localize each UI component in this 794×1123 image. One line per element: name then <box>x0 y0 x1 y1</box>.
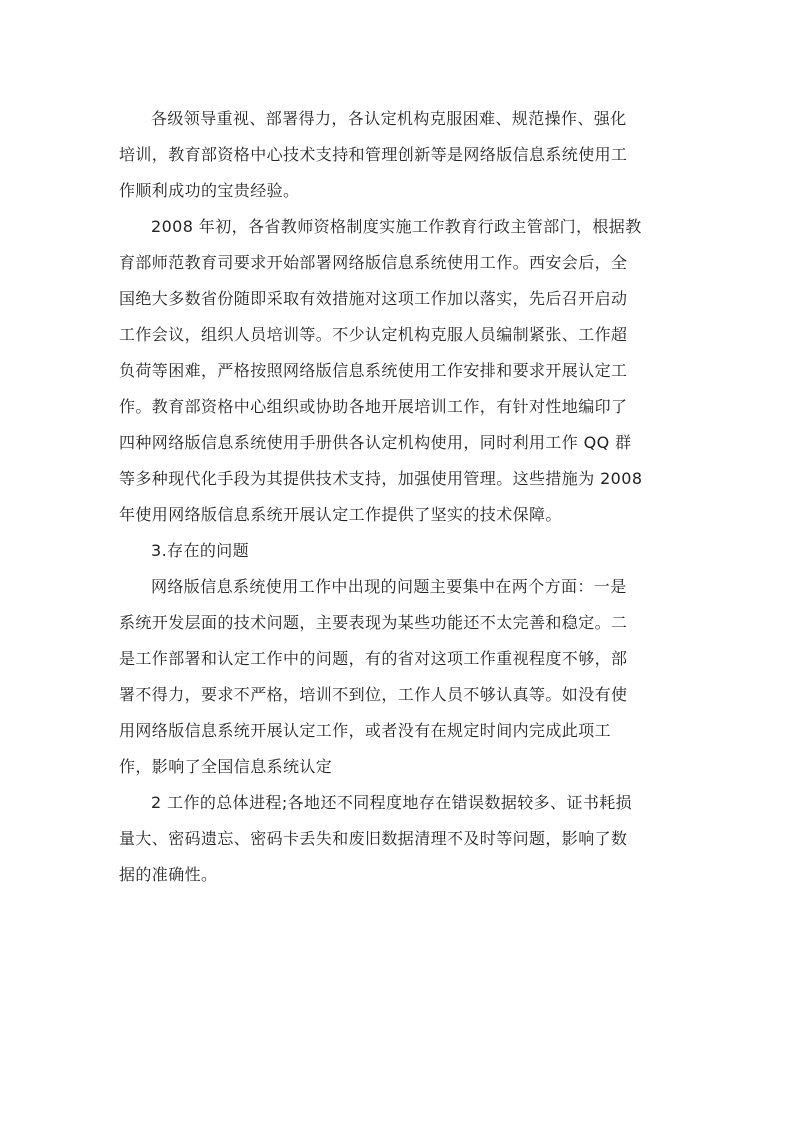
text-line: 作。教育部资格中心组织或协助各地开展培训工作，有针对性地编印了 <box>119 397 628 416</box>
text-line: 培训，教育部资格中心技术支持和管理创新等是网络版信息系统使用工 <box>119 145 628 164</box>
text-line: 作顺利成功的宝贵经验。 <box>119 181 300 200</box>
text-line: 等多种现代化手段为其提供技术支持，加强使用管理。这些措施为 2008 <box>119 469 643 488</box>
text-line: 2 工作的总体进程;各地还不同程度地存在错误数据较多、证书耗损 <box>151 793 633 812</box>
text-line: 育部师范教育司要求开始部署网络版信息系统使用工作。西安会后，全 <box>119 253 628 272</box>
text-line: 负荷等困难，严格按照网络版信息系统使用工作安排和要求开展认定工 <box>119 361 628 380</box>
text-line: 各级领导重视、部署得力，各认定机构克服困难、规范操作、强化 <box>151 109 627 128</box>
text-line: 作，影响了全国信息系统认定 <box>119 757 333 776</box>
document-page <box>119 101 674 893</box>
paragraph-overall-progress <box>119 785 674 893</box>
text-line: 署不得力，要求不严格，培训不到位，工作人员不够认真等。如没有使 <box>119 685 628 704</box>
text-line: 系统开发层面的技术问题，主要表现为某些功能还不太完善和稳定。二 <box>119 613 628 632</box>
text-line: 量大、密码遗忘、密码卡丢失和废旧数据清理不及时等问题，影响了数 <box>119 829 628 848</box>
text-line: 国绝大多数省份随即采取有效措施对这项工作加以落实，先后召开启动 <box>119 289 628 308</box>
paragraph-deployment-2008 <box>119 209 674 533</box>
section-heading: 3.存在的问题 <box>151 541 250 560</box>
text-line: 四种网络版信息系统使用手册供各认定机构使用，同时利用工作 QQ 群 <box>119 433 632 452</box>
paragraph-experience <box>119 101 674 209</box>
text-line: 用网络版信息系统开展认定工作，或者没有在规定时间内完成此项工 <box>119 721 612 740</box>
text-line: 年使用网络版信息系统开展认定工作提供了坚实的技术保障。 <box>119 505 562 524</box>
paragraph-problems <box>119 569 674 785</box>
text-line: 2008 年初，各省教师资格制度实施工作教育行政主管部门，根据教 <box>151 217 642 236</box>
text-line: 是工作部署和认定工作中的问题，有的省对这项工作重视程度不够，部 <box>119 649 628 668</box>
text-line: 据的准确性。 <box>119 865 218 884</box>
text-line: 工作会议，组织人员培训等。不少认定机构克服人员编制紧张、工作超 <box>119 325 628 344</box>
text-line: 网络版信息系统使用工作中出现的问题主要集中在两个方面：一是 <box>151 577 627 596</box>
